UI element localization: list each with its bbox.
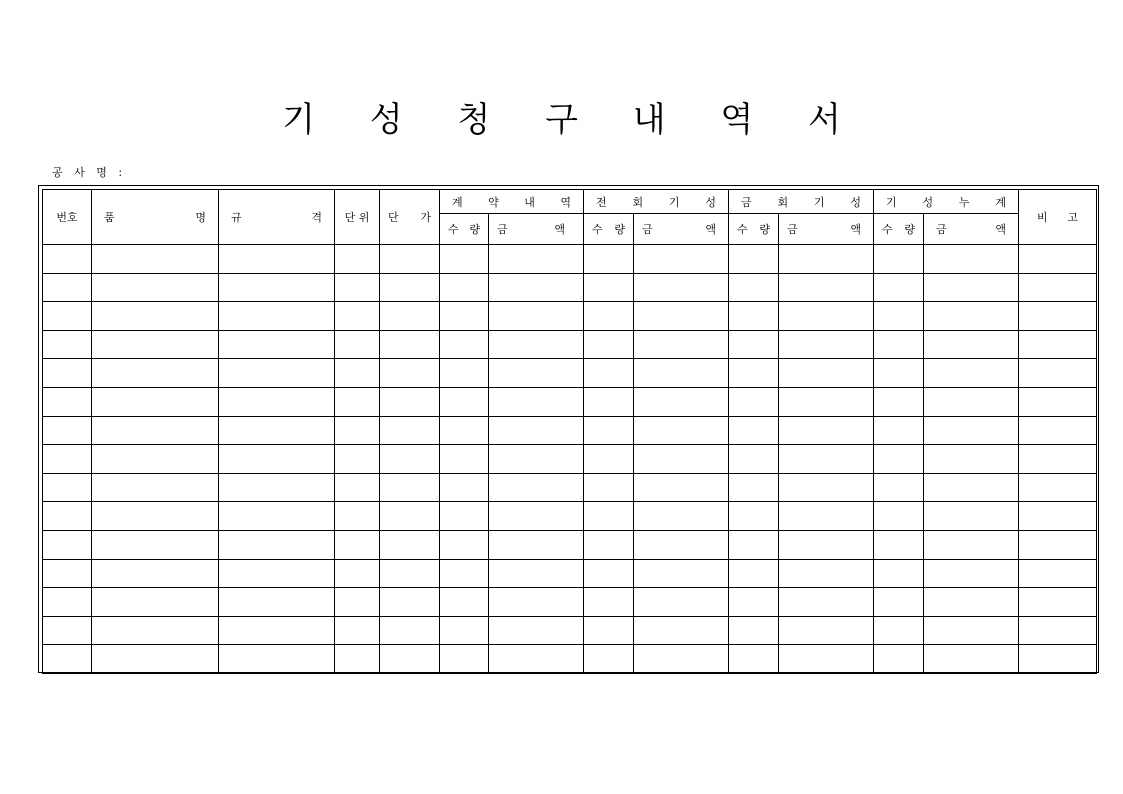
header-previous	[584, 190, 729, 214]
cell-previous-amount[interactable]	[634, 616, 729, 645]
cell-number[interactable]	[43, 559, 92, 588]
cell-contract-amount[interactable]	[489, 530, 584, 559]
cell-unit-price[interactable]	[380, 588, 440, 617]
cell-current-amount[interactable]	[779, 245, 874, 274]
cell-remarks[interactable]	[1019, 588, 1097, 617]
cell-previous-qty[interactable]	[584, 588, 634, 617]
header-unit: 단 위	[335, 190, 380, 245]
cell-unit[interactable]	[335, 616, 380, 645]
header-current-char: 금	[741, 195, 752, 209]
cell-current-qty[interactable]	[729, 616, 779, 645]
cell-current-amount[interactable]	[779, 302, 874, 331]
cell-spec[interactable]	[219, 416, 335, 445]
cell-previous-qty[interactable]	[584, 502, 634, 531]
cell-previous-qty[interactable]	[584, 387, 634, 416]
cell-cumulative-qty[interactable]	[874, 502, 924, 531]
cell-unit-price[interactable]	[380, 616, 440, 645]
cell-previous-qty[interactable]	[584, 530, 634, 559]
cell-item[interactable]	[92, 645, 219, 674]
cell-unit-price[interactable]	[380, 445, 440, 474]
header-remarks-char: 고	[1067, 211, 1078, 224]
cell-item[interactable]	[92, 530, 219, 559]
cell-cumulative-amount[interactable]	[924, 559, 1019, 588]
cell-contract-amount[interactable]	[489, 645, 584, 674]
cell-previous-qty[interactable]	[584, 445, 634, 474]
cell-number[interactable]	[43, 387, 92, 416]
cell-remarks[interactable]	[1019, 445, 1097, 474]
cell-current-qty[interactable]	[729, 416, 779, 445]
cell-previous-amount[interactable]	[634, 645, 729, 674]
cell-number[interactable]	[43, 302, 92, 331]
header-contract-amount	[489, 214, 584, 245]
cell-contract-amount[interactable]	[489, 302, 584, 331]
header-cumulative-char: 누	[958, 195, 970, 209]
cell-contract-qty[interactable]	[440, 445, 489, 474]
header-current-char: 회	[777, 195, 789, 209]
cell-remarks[interactable]	[1019, 645, 1097, 674]
cell-current-amount[interactable]	[779, 530, 874, 559]
cell-cumulative-qty[interactable]	[874, 359, 924, 388]
header-qty-char: 수	[882, 223, 893, 236]
cell-unit[interactable]	[335, 645, 380, 674]
cell-remarks[interactable]	[1019, 245, 1097, 274]
cell-current-amount[interactable]	[779, 616, 874, 645]
cell-unit[interactable]	[335, 273, 380, 302]
cell-unit[interactable]	[335, 416, 380, 445]
cell-current-qty[interactable]	[729, 473, 779, 502]
cell-previous-amount[interactable]	[634, 530, 729, 559]
header-spec	[219, 190, 335, 245]
cell-unit-price[interactable]	[380, 416, 440, 445]
cell-previous-amount[interactable]	[634, 416, 729, 445]
cell-unit-price[interactable]	[380, 645, 440, 674]
header-cumulative-amount	[924, 214, 1019, 245]
table-row	[43, 330, 1097, 359]
header-qty-char: 량	[904, 223, 915, 236]
cell-cumulative-amount[interactable]	[924, 416, 1019, 445]
header-previous-qty	[584, 214, 634, 245]
cell-unit[interactable]	[335, 530, 380, 559]
cell-current-amount[interactable]	[779, 273, 874, 302]
cell-unit[interactable]	[335, 502, 380, 531]
header-amount-char: 액	[850, 223, 861, 236]
header-amount-char: 금	[497, 223, 508, 236]
header-qty-char: 수	[737, 223, 748, 236]
cell-cumulative-qty[interactable]	[874, 273, 924, 302]
cell-current-amount[interactable]	[779, 502, 874, 531]
cell-contract-amount[interactable]	[489, 273, 584, 302]
cell-previous-amount[interactable]	[634, 302, 729, 331]
cell-cumulative-amount[interactable]	[924, 530, 1019, 559]
cell-previous-qty[interactable]	[584, 273, 634, 302]
cell-current-qty[interactable]	[729, 359, 779, 388]
cell-previous-amount[interactable]	[634, 473, 729, 502]
header-remarks	[1019, 190, 1097, 245]
cell-contract-amount[interactable]	[489, 588, 584, 617]
cell-unit[interactable]	[335, 588, 380, 617]
header-item	[92, 190, 219, 245]
cell-previous-amount[interactable]	[634, 502, 729, 531]
header-amount-char: 액	[554, 223, 565, 236]
cell-previous-amount[interactable]	[634, 445, 729, 474]
header-qty-char: 수	[592, 223, 603, 236]
cell-spec[interactable]	[219, 473, 335, 502]
cell-number[interactable]	[43, 359, 92, 388]
cell-cumulative-qty[interactable]	[874, 245, 924, 274]
cell-number[interactable]	[43, 530, 92, 559]
cell-previous-amount[interactable]	[634, 387, 729, 416]
cell-previous-amount[interactable]	[634, 273, 729, 302]
cell-current-qty[interactable]	[729, 445, 779, 474]
billing-table-frame	[38, 185, 1099, 673]
cell-previous-qty[interactable]	[584, 359, 634, 388]
cell-current-amount[interactable]	[779, 473, 874, 502]
cell-item[interactable]	[92, 330, 219, 359]
cell-spec[interactable]	[219, 245, 335, 274]
cell-previous-qty[interactable]	[584, 330, 634, 359]
cell-cumulative-amount[interactable]	[924, 387, 1019, 416]
header-previous-amount	[634, 214, 729, 245]
cell-number[interactable]	[43, 645, 92, 674]
cell-item[interactable]	[92, 445, 219, 474]
cell-unit[interactable]	[335, 330, 380, 359]
header-cumulative-qty	[874, 214, 924, 245]
table-row	[43, 273, 1097, 302]
header-current	[729, 190, 874, 214]
cell-current-qty[interactable]	[729, 330, 779, 359]
cell-contract-amount[interactable]	[489, 245, 584, 274]
cell-item[interactable]	[92, 359, 219, 388]
cell-contract-amount[interactable]	[489, 559, 584, 588]
cell-current-amount[interactable]	[779, 416, 874, 445]
cell-cumulative-qty[interactable]	[874, 387, 924, 416]
cell-current-amount[interactable]	[779, 330, 874, 359]
cell-previous-amount[interactable]	[634, 588, 729, 617]
table-row	[43, 359, 1097, 388]
cell-previous-amount[interactable]	[634, 559, 729, 588]
table-row	[43, 530, 1097, 559]
table-row	[43, 245, 1097, 274]
table-row	[43, 473, 1097, 502]
cell-item[interactable]	[92, 502, 219, 531]
table-row	[43, 588, 1097, 617]
cell-contract-qty[interactable]	[440, 330, 489, 359]
cell-unit-price[interactable]	[380, 387, 440, 416]
table-row	[43, 445, 1097, 474]
header-contract-char: 약	[488, 195, 499, 209]
header-amount-char: 금	[787, 223, 798, 236]
header-contract	[440, 190, 584, 214]
cell-cumulative-qty[interactable]	[874, 445, 924, 474]
cell-item[interactable]	[92, 588, 219, 617]
table-row	[43, 559, 1097, 588]
cell-current-qty[interactable]	[729, 387, 779, 416]
header-item-char: 품	[104, 211, 115, 224]
cell-unit-price[interactable]	[380, 302, 440, 331]
cell-unit[interactable]	[335, 559, 380, 588]
header-current-char: 기	[813, 195, 825, 209]
cell-current-amount[interactable]	[779, 445, 874, 474]
cell-previous-amount[interactable]	[634, 245, 729, 274]
header-qty-char: 량	[614, 223, 625, 236]
header-unit-price-char: 단	[388, 211, 399, 224]
cell-contract-amount[interactable]	[489, 502, 584, 531]
cell-remarks[interactable]	[1019, 616, 1097, 645]
cell-cumulative-amount[interactable]	[924, 445, 1019, 474]
cell-item[interactable]	[92, 245, 219, 274]
cell-cumulative-amount[interactable]	[924, 502, 1019, 531]
cell-item[interactable]	[92, 473, 219, 502]
header-qty-char: 량	[759, 223, 770, 236]
cell-cumulative-qty[interactable]	[874, 645, 924, 674]
cell-remarks[interactable]	[1019, 473, 1097, 502]
cell-current-qty[interactable]	[729, 559, 779, 588]
cell-contract-qty[interactable]	[440, 302, 489, 331]
cell-remarks[interactable]	[1019, 302, 1097, 331]
cell-number[interactable]	[43, 330, 92, 359]
header-amount-char: 금	[642, 223, 653, 236]
cell-unit[interactable]	[335, 302, 380, 331]
cell-contract-qty[interactable]	[440, 645, 489, 674]
document-title: 기 성 청 구 내 역 서	[282, 100, 863, 140]
cell-spec[interactable]	[219, 502, 335, 531]
cell-spec[interactable]	[219, 559, 335, 588]
header-cumulative-char: 계	[995, 195, 1006, 209]
header-spec-char: 격	[311, 211, 322, 224]
cell-current-qty[interactable]	[729, 245, 779, 274]
cell-cumulative-qty[interactable]	[874, 616, 924, 645]
cell-unit-price[interactable]	[380, 502, 440, 531]
header-number: 번호	[43, 190, 92, 245]
cell-cumulative-qty[interactable]	[874, 559, 924, 588]
cell-cumulative-amount[interactable]	[924, 588, 1019, 617]
header-previous-char: 전	[596, 195, 607, 209]
cell-contract-qty[interactable]	[440, 559, 489, 588]
header-current-char: 성	[850, 195, 861, 209]
table-row	[43, 302, 1097, 331]
cell-unit[interactable]	[335, 473, 380, 502]
cell-current-amount[interactable]	[779, 559, 874, 588]
header-amount-char: 금	[936, 223, 947, 236]
cell-current-qty[interactable]	[729, 645, 779, 674]
cell-remarks[interactable]	[1019, 559, 1097, 588]
header-cumulative-char: 기	[886, 195, 897, 209]
table-row	[43, 416, 1097, 445]
cell-contract-qty[interactable]	[440, 416, 489, 445]
cell-unit-price[interactable]	[380, 273, 440, 302]
cell-remarks[interactable]	[1019, 330, 1097, 359]
cell-number[interactable]	[43, 273, 92, 302]
cell-contract-amount[interactable]	[489, 330, 584, 359]
cell-cumulative-amount[interactable]	[924, 273, 1019, 302]
cell-contract-qty[interactable]	[440, 530, 489, 559]
cell-remarks[interactable]	[1019, 416, 1097, 445]
header-contract-char: 내	[524, 195, 535, 209]
header-cumulative	[874, 190, 1019, 214]
header-unit-price	[380, 190, 440, 245]
cell-contract-qty[interactable]	[440, 273, 489, 302]
table-row	[43, 645, 1097, 674]
cell-previous-qty[interactable]	[584, 645, 634, 674]
cell-contract-amount[interactable]	[489, 416, 584, 445]
cell-unit-price[interactable]	[380, 559, 440, 588]
cell-current-amount[interactable]	[779, 645, 874, 674]
header-previous-char: 기	[668, 195, 680, 209]
cell-contract-qty[interactable]	[440, 359, 489, 388]
cell-previous-amount[interactable]	[634, 359, 729, 388]
billing-table	[42, 189, 1097, 674]
header-contract-char: 역	[560, 195, 571, 209]
cell-spec[interactable]	[219, 273, 335, 302]
cell-unit[interactable]	[335, 387, 380, 416]
cell-spec[interactable]	[219, 530, 335, 559]
header-unit-price-char: 가	[420, 211, 431, 224]
cell-unit[interactable]	[335, 445, 380, 474]
cell-cumulative-amount[interactable]	[924, 359, 1019, 388]
cell-item[interactable]	[92, 416, 219, 445]
cell-item[interactable]	[92, 273, 219, 302]
cell-cumulative-qty[interactable]	[874, 473, 924, 502]
cell-number[interactable]	[43, 502, 92, 531]
cell-contract-qty[interactable]	[440, 473, 489, 502]
cell-item[interactable]	[92, 559, 219, 588]
header-qty-char: 량	[469, 223, 480, 236]
cell-number[interactable]	[43, 588, 92, 617]
cell-spec[interactable]	[219, 588, 335, 617]
header-amount-char: 액	[705, 223, 716, 236]
cell-current-amount[interactable]	[779, 588, 874, 617]
cell-remarks[interactable]	[1019, 359, 1097, 388]
cell-cumulative-qty[interactable]	[874, 416, 924, 445]
cell-item[interactable]	[92, 302, 219, 331]
cell-unit-price[interactable]	[380, 359, 440, 388]
cell-current-qty[interactable]	[729, 273, 779, 302]
header-previous-char: 성	[705, 195, 716, 209]
cell-previous-qty[interactable]	[584, 616, 634, 645]
cell-cumulative-amount[interactable]	[924, 330, 1019, 359]
header-previous-char: 회	[632, 195, 644, 209]
header-item-char: 명	[195, 211, 206, 224]
cell-spec[interactable]	[219, 330, 335, 359]
cell-previous-qty[interactable]	[584, 302, 634, 331]
cell-spec[interactable]	[219, 445, 335, 474]
cell-previous-amount[interactable]	[634, 330, 729, 359]
cell-spec[interactable]	[219, 387, 335, 416]
cell-current-amount[interactable]	[779, 359, 874, 388]
table-row	[43, 387, 1097, 416]
cell-previous-qty[interactable]	[584, 473, 634, 502]
cell-previous-qty[interactable]	[584, 416, 634, 445]
cell-cumulative-amount[interactable]	[924, 616, 1019, 645]
cell-unit[interactable]	[335, 359, 380, 388]
header-qty-char: 수	[448, 223, 459, 236]
cell-unit-price[interactable]	[380, 473, 440, 502]
cell-number[interactable]	[43, 416, 92, 445]
cell-remarks[interactable]	[1019, 530, 1097, 559]
header-current-amount	[779, 214, 874, 245]
cell-spec[interactable]	[219, 359, 335, 388]
header-contract-qty	[440, 214, 489, 245]
cell-cumulative-amount[interactable]	[924, 245, 1019, 274]
cell-current-amount[interactable]	[779, 387, 874, 416]
cell-contract-qty[interactable]	[440, 616, 489, 645]
cell-number[interactable]	[43, 245, 92, 274]
cell-contract-amount[interactable]	[489, 387, 584, 416]
header-row-top	[43, 190, 1097, 214]
cell-contract-amount[interactable]	[489, 359, 584, 388]
table-row	[43, 616, 1097, 645]
header-remarks-char: 비	[1037, 211, 1048, 224]
cell-previous-qty[interactable]	[584, 559, 634, 588]
cell-current-qty[interactable]	[729, 302, 779, 331]
cell-spec[interactable]	[219, 645, 335, 674]
cell-cumulative-qty[interactable]	[874, 330, 924, 359]
cell-contract-amount[interactable]	[489, 473, 584, 502]
cell-number[interactable]	[43, 445, 92, 474]
cell-unit-price[interactable]	[380, 245, 440, 274]
cell-previous-qty[interactable]	[584, 245, 634, 274]
project-name-label: 공 사 명 :	[52, 166, 127, 179]
cell-contract-qty[interactable]	[440, 502, 489, 531]
cell-number[interactable]	[43, 616, 92, 645]
cell-spec[interactable]	[219, 302, 335, 331]
cell-cumulative-qty[interactable]	[874, 302, 924, 331]
cell-unit-price[interactable]	[380, 530, 440, 559]
table-row	[43, 502, 1097, 531]
cell-remarks[interactable]	[1019, 273, 1097, 302]
cell-spec[interactable]	[219, 616, 335, 645]
cell-cumulative-amount[interactable]	[924, 645, 1019, 674]
cell-contract-qty[interactable]	[440, 387, 489, 416]
header-cumulative-char: 성	[922, 195, 934, 209]
cell-item[interactable]	[92, 616, 219, 645]
cell-contract-qty[interactable]	[440, 588, 489, 617]
header-amount-char: 액	[995, 223, 1006, 236]
cell-item[interactable]	[92, 387, 219, 416]
cell-contract-amount[interactable]	[489, 445, 584, 474]
cell-current-qty[interactable]	[729, 502, 779, 531]
cell-cumulative-qty[interactable]	[874, 530, 924, 559]
cell-cumulative-qty[interactable]	[874, 588, 924, 617]
header-contract-char: 계	[452, 195, 463, 209]
cell-current-qty[interactable]	[729, 530, 779, 559]
cell-unit[interactable]	[335, 245, 380, 274]
cell-cumulative-amount[interactable]	[924, 302, 1019, 331]
cell-remarks[interactable]	[1019, 387, 1097, 416]
cell-contract-qty[interactable]	[440, 245, 489, 274]
cell-remarks[interactable]	[1019, 502, 1097, 531]
cell-unit-price[interactable]	[380, 330, 440, 359]
cell-contract-amount[interactable]	[489, 616, 584, 645]
cell-number[interactable]	[43, 473, 92, 502]
cell-current-qty[interactable]	[729, 588, 779, 617]
header-current-qty	[729, 214, 779, 245]
header-spec-char: 규	[231, 211, 242, 224]
cell-cumulative-amount[interactable]	[924, 473, 1019, 502]
